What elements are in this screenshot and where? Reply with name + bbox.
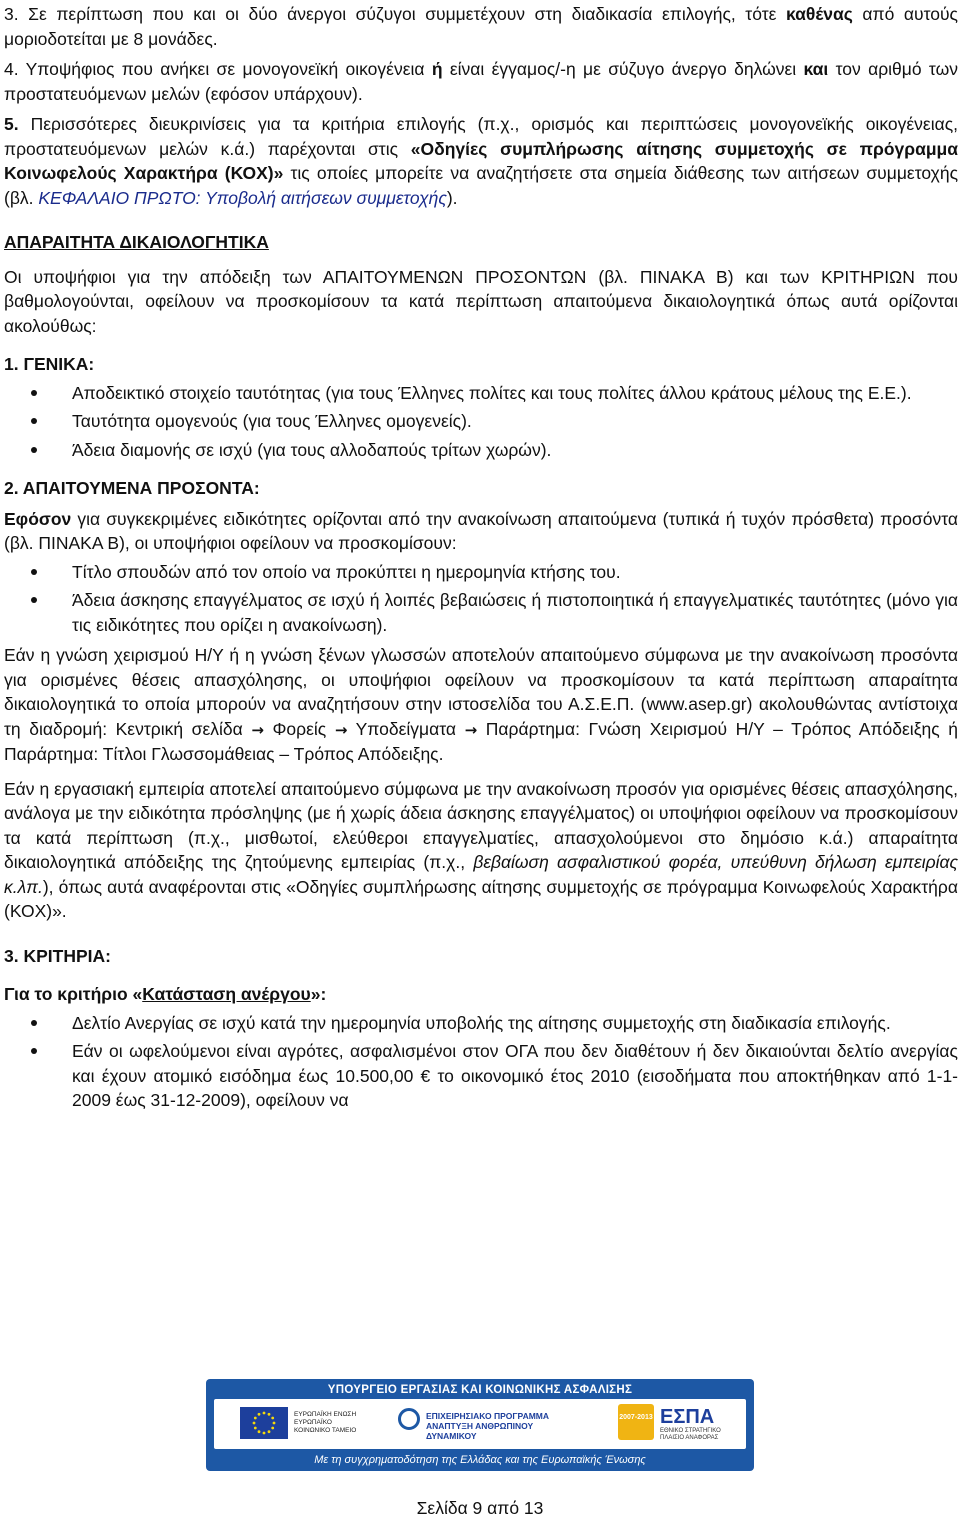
paragraph-5: 5. Περισσότερες διευκρινίσεις για τα κριτήρια επιλογής (π.χ., ορισμός και περιπτώσεις μονογονεϊκής οικογένειας, προστατευόμενων μελών κ.ά.) παρέχονται στις «Οδηγίες συμπλήρωσης αίτησης συμμετοχής σε πρόγραμμα Κοινωφελούς Χαρακτήρα (ΚΟΧ)» τις οποίες μπορείτε να αναζητήσετε στα σημεία διάθεσης των αιτήσεων συμμετοχής (βλ. ΚΕΦΑΛΑΙΟ ΠΡΩΤΟ: Υποβολή αιτήσεων συμμετοχής). [4,114,959,208]
document-page [4,2,958,1113]
program-logo-icon [398,1408,420,1430]
paragraph-4: 4. Υποψήφιος που ανήκει σε μονογονεϊκή οικογένεια ή είναι έγγαμος/-η με σύζυγο άνεργο δηλώνει και τον αριθμό των προστατευόμενων μελών (εφόσον υπάρχουν). [4,59,959,104]
arrow-icon: → [334,720,348,739]
list-item: Αποδεικτικό στοιχείο ταυτότητας (για τους Έλληνες πολίτες και τους πολίτες άλλου κράτους μέλους της Ε.Ε.). [4,381,958,406]
list-item: Δελτίο Ανεργίας σε ισχύ κατά την ημερομηνία υποβολής της αίτησης συμμετοχής στη διαδικασία επιλογής. [4,1011,958,1036]
list-item: Άδεια διαμονής σε ισχύ (για τους αλλοδαπούς τρίτων χωρών). [4,438,958,463]
funding-banner [206,1379,754,1471]
list-item: Άδεια άσκησης επαγγέλματος σε ισχύ ή λοιπές βεβαιώσεις ή πιστοποιητικά ή επαγγελματικές ταυτότητες (μόνο για τις ειδικότητες που ορίζει η ανακοίνωση). [4,588,958,637]
arrow-icon: → [464,720,478,739]
list-item: Εάν οι ωφελούμενοι είναι αγρότες, ασφαλισμένοι στον ΟΓΑ που δεν διαθέτουν ή δεν δικαιούνται δελτίο ανεργίας και έχουν ατομικό εισόδημα έως 10.500,00 € το οικονομικό έτος 2010 (εισοδήματα που αποκτήθηκαν από 1-1-2009 έως 31-12-2009), οφείλουν να [4,1039,958,1113]
section-2-title: 2. ΑΠΑΙΤΟΥΜΕΝΑ ΠΡΟΣΟΝΤΑ: [4,478,260,498]
computer-skills-paragraph: Εάν η γνώση χειρισμού Η/Υ ή η γνώση ξένων γλωσσών αποτελούν απαιτούμενο σύμφωνα με την ανακοίνωση προσόντα για ορισμένες θέσεις απασχόλησης, οι υποψήφιοι οφείλουν να προσκομίσουν τα κατά περίπτωση απαραίτητα δικαιολογητικά το οποία μπορούν να αναζητήσουν στην ιστοσελίδα του Α.Σ.Ε.Π. (www.asep.gr) ακολουθώντας αντίστοιχα τη διαδρομή: Κεντρική σελίδα → Φορείς → Υποδείγματα → Παράρτημα: Γνώση Χειρισμού Η/Υ – Τρόπος Απόδειξης ή Παράρτημα: Τίτλοι Γλωσσομάθειας – Τρόπος Απόδειξης. [4,645,958,764]
eu-label: ΕΥΡΩΠΑΪΚΗ ΕΝΩΣΗ ΕΥΡΩΠΑΪΚΟ ΚΟΙΝΩΝΙΚΟ ΤΑΜΕΙΟ [294,1411,357,1434]
espa-subtitle: ΕΘΝΙΚΟ ΣΤΡΑΤΗΓΙΚΟ ΠΛΑΙΣΙΟ ΑΝΑΦΟΡΑΣ [660,1428,721,1441]
criterion-heading: Για το κριτήριο «Κατάσταση ανέργου»: [4,984,327,1004]
list-item: Ταυτότητα ομογενούς (για τους Έλληνες ομογενείς). [4,409,958,434]
qualifications-paragraph: Εφόσον για συγκεκριμένες ειδικότητες ορίζονται από την ανακοίνωση απαιτούμενα (τυπικά ή τυχόν πρόσθετα) προσόντα (βλ. ΠΙΝΑΚΑ Β), οι υποψήφιοι οφείλουν να προσκομίσουν: [4,508,958,553]
espa-years: 2007-2013 [618,1404,654,1440]
section-1-title: 1. ΓΕΝΙΚΑ: [4,354,95,374]
arrow-icon: → [251,720,264,739]
paragraph-3: 3. Σε περίπτωση που και οι δύο άνεργοι σύζυγοι συμμετέχουν στη διαδικασία επιλογής, τότε καθένας από αυτούς μοριοδοτείται με 8 μονάδες. [4,4,958,49]
logos-strip [214,1399,746,1449]
page-number: Σελίδα 9 από 13 [416,1498,544,1518]
section-3-title: 3. ΚΡΙΤΗΡΙΑ: [4,945,111,966]
espa-name: ΕΣΠΑ [660,1406,715,1428]
section-heading: ΑΠΑΡΑΙΤΗΤΑ ΔΙΚΑΙΟΛΟΓΗΤΙΚΑ [4,232,269,252]
cofunding-note: Με τη συγχρηματοδότηση της Ελλάδας και της Ευρωπαϊκής Ένωσης [314,1454,646,1466]
ministry-title: ΥΠΟΥΡΓΕΙΟ ΕΡΓΑΣΙΑΣ ΚΑΙ ΚΟΙΝΩΝΙΚΗΣ ΑΣΦΑΛΙΣΗΣ [327,1384,633,1396]
espa-logo [618,1404,732,1444]
eu-flag-icon [240,1407,288,1439]
list-item: Τίτλο σπουδών από τον οποίο να προκύπτει η ημερομηνία κτήσης του. [4,560,958,585]
program-label: ΕΠΙΧΕΙΡΗΣΙΑΚΟ ΠΡΟΓΡΑΜΜΑ ΑΝΑΠΤΥΞΗ ΑΝΘΡΩΠΙΝΟΥ ΔΥΝΑΜΙΚΟΥ [426,1411,550,1441]
intro-paragraph: Οι υποψήφιοι για την απόδειξη των ΑΠΑΙΤΟΥΜΕΝΩΝ ΠΡΟΣΟΝΤΩΝ (βλ. ΠΙΝΑΚΑ Β) και των ΚΡΙΤΗΡΙΩΝ που βαθμολογούνται, οφείλουν να προσκομίσουν τα κατά περίπτωση απαιτούμενα δικαιολογητικά όπως αυτά ορίζονται ακολούθως: [4,266,958,336]
work-experience-paragraph: Εάν η εργασιακή εμπειρία αποτελεί απαιτούμενο σύμφωνα με την ανακοίνωση προσόν για ορισμένες θέσεις απασχόλησης, ανάλογα με την ειδικότητα πρόσληψης (με ή χωρίς άδεια άσκησης επαγγέλματος) οι υποψήφιοι οφείλουν να προσκομίσουν τα κατά περίπτωση (π.χ., μισθωτοί, ελεύθεροι επαγγελματίες, απασχολούμενοι στο δημόσιο κ.ά.) απαραίτητα δικαιολογητικά απόδειξης της ζητούμενης εμπειρίας (π.χ., βεβαίωση ασφαλιστικού φορέα, υπεύθυνη δήλωση εμπειρίας κ.λπ.), όπως αυτά αναφέρονται στις «Οδηγίες συμπλήρωσης αίτησης συμμετοχής σε πρόγραμμα Κοινωφελούς Χαρακτήρα (ΚΟΧ)». [4,778,959,921]
